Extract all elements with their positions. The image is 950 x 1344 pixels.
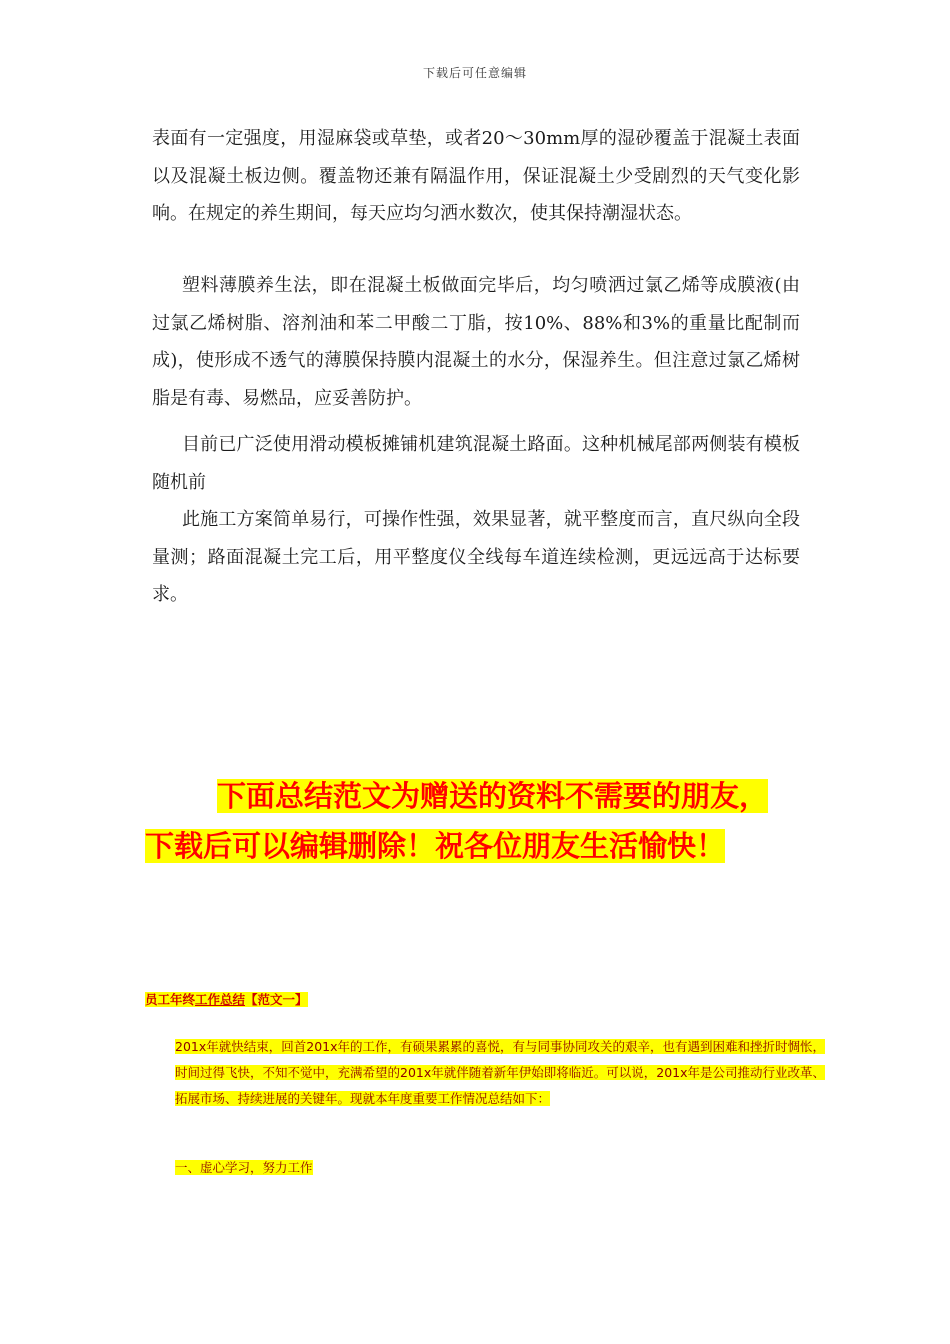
paragraph-curing-cover: 表面有一定强度，用湿麻袋或草垫，或者20～30mm厚的湿砂覆盖于混凝土表面以及混凝土板边侧。覆盖物还兼有隔温作用，保证混凝土少受剧烈的天气变化影响。在规定的养生期间，每天应均匀洒水数次，使其保持潮湿状态。 [152, 128, 800, 224]
sample-title-part2: 工作总结 [195, 992, 246, 1007]
promo-line-1-text: 下面总结范文为赠送的资料不需要的朋友， [217, 779, 769, 813]
promo-line-2 [145, 826, 725, 866]
sample-title-part1: 员工年终 [145, 992, 196, 1007]
paragraph-construction-plan: 此施工方案简单易行，可操作性强，效果显著，就平整度而言，直尺纵向全段量测；路面混凝土完工后，用平整度仪全线每车道连续检测，更远远高于达标要求。 [152, 509, 800, 605]
sample-heading-1 [145, 1155, 831, 1181]
promo-line-2-text: 下载后可以编辑删除！祝各位朋友生活愉快！ [145, 829, 726, 863]
promo-line-1 [145, 776, 768, 816]
sample-title [145, 987, 801, 1013]
sample-heading-1-text: 一、虚心学习，努力工作 [175, 1160, 313, 1175]
paragraph-slipform-paver: 目前已广泛使用滑动模板摊铺机建筑混凝土路面。这种机械尾部两侧装有模板随机前 [152, 434, 800, 493]
sample-paragraph-text: 201x年就快结束，回首201x年的工作，有硕果累累的喜悦，有与同事协同攻关的艰辛，也有遇到困难和挫折时惆怅，时间过得飞快，不知不觉中，充满希望的201x年就伴随着新年伊始即将临近。可以说，201x年是公司推动行业改革、拓展市场、持续进展的关键年。现就本年度重要工作情况总结如下： [175, 1039, 826, 1106]
page-header: 下载后可任意编辑 [422, 66, 527, 80]
sample-title-part3: 【范文一】 [245, 992, 308, 1007]
sample-paragraph [145, 1034, 831, 1112]
paragraph-plastic-film: 塑料薄膜养生法，即在混凝土板做面完毕后，均匀喷洒过氯乙烯等成膜液(由过氯乙烯树脂、溶剂油和苯二甲酸二丁脂，按10%、88%和3%的重量比配制而成)，使形成不透气的薄膜保持膜内混凝土的水分，保湿养生。但注意过氯乙烯树脂是有毒、易燃品，应妥善防护。 [152, 275, 800, 409]
